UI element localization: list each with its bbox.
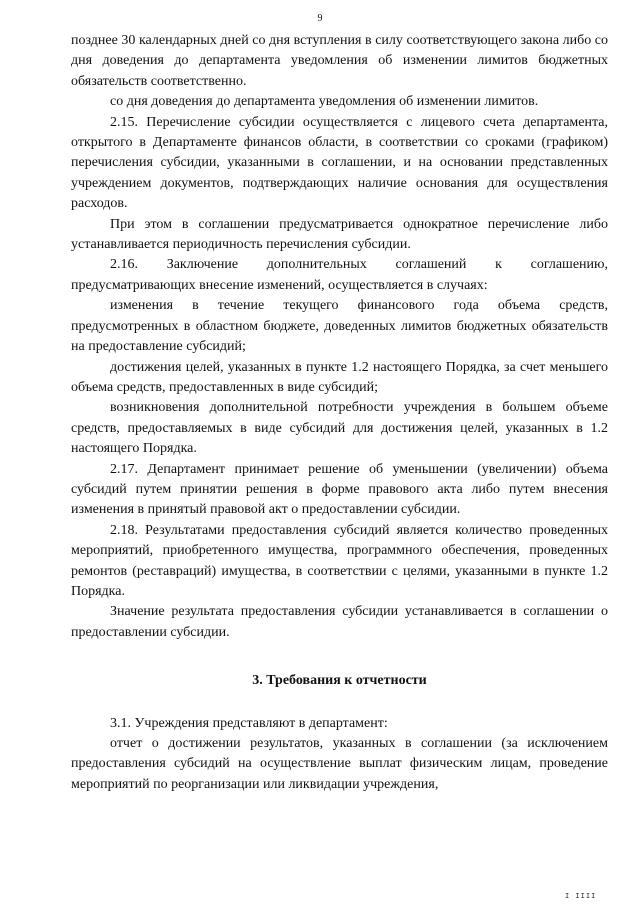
- paragraph: со дня доведения до департамента уведомления об изменении лимитов.: [110, 94, 539, 110]
- paragraph: Значение результата предоставления субсидии устанавливается в соглашении о предоставлении субсидии.: [71, 604, 608, 640]
- paragraphs-before-heading: [71, 31, 608, 643]
- section-heading: 3. Требования к отчетности: [252, 673, 427, 689]
- paragraph: При этом в соглашении предусматривается однократное перечисление либо устанавливается периодичность перечисления субсидии.: [71, 216, 608, 253]
- paragraph: достижения целей, указанных в пункте 1.2 настоящего Порядка, за счет меньшего объема средств, предоставленных в виде субсидий;: [71, 359, 608, 395]
- paragraph: 2.16. Заключение дополнительных соглашений к соглашению, предусматривающих внесение изменений, осуществляется в случаях:: [71, 257, 608, 293]
- paragraph: возникновения дополнительной потребности учреждения в большем объеме средств, предоставляемых в виде субсидий для достижения целей, указанных в 1.2 настоящего Порядка.: [71, 400, 608, 457]
- page-number: 9: [317, 13, 323, 24]
- paragraph: позднее 30 календарных дней со дня вступления в силу соответствующего закона либо со дня доведения до департамента уведомления об изменении лимитов бюджетных обязательств соответственно.: [71, 33, 608, 89]
- footer-barcode-mark: I IIII: [565, 892, 597, 900]
- paragraph: 2.15. Перечисление субсидии осуществляется с лицевого счета департамента, открытого в Департаменте финансов области, в соответствии со сроками (графиком) перечисления субсидии, указанными в соглашении, и на основании представленных учреждением документов, подтверждающих наличие основания для осуществления расходов.: [71, 114, 608, 212]
- paragraphs-after-heading: [71, 714, 608, 796]
- document-body: [71, 31, 608, 795]
- paragraph: 2.17. Департамент принимает решение об уменьшении (увеличении) объема субсидий путем принятии решения в форме правового акта либо путем внесения изменения в принятый правовой акт о предоставлении субсидии.: [71, 461, 608, 518]
- paragraph: 3.1. Учреждения представляют в департамент:: [110, 715, 388, 731]
- paragraph: 2.18. Результатами предоставления субсидий является количество проведенных мероприятий, приобретенного имущества, программного обеспечения, проведенных ремонтов (реставраций) имущества, в соответствии с целями, указанными в пункте 1.2 Порядка.: [71, 522, 608, 599]
- paragraph: отчет о достижении результатов, указанных в соглашении (за исключением предоставления субсидий на осуществление выплат физическим лицам, проведение мероприятий по реорганизации или ликвидации учреждения,: [71, 736, 608, 792]
- paragraph: изменения в течение текущего финансового года объема средств, предусмотренных в областном бюджете, доведенных лимитов бюджетных обязательств на предоставление субсидий;: [71, 298, 608, 355]
